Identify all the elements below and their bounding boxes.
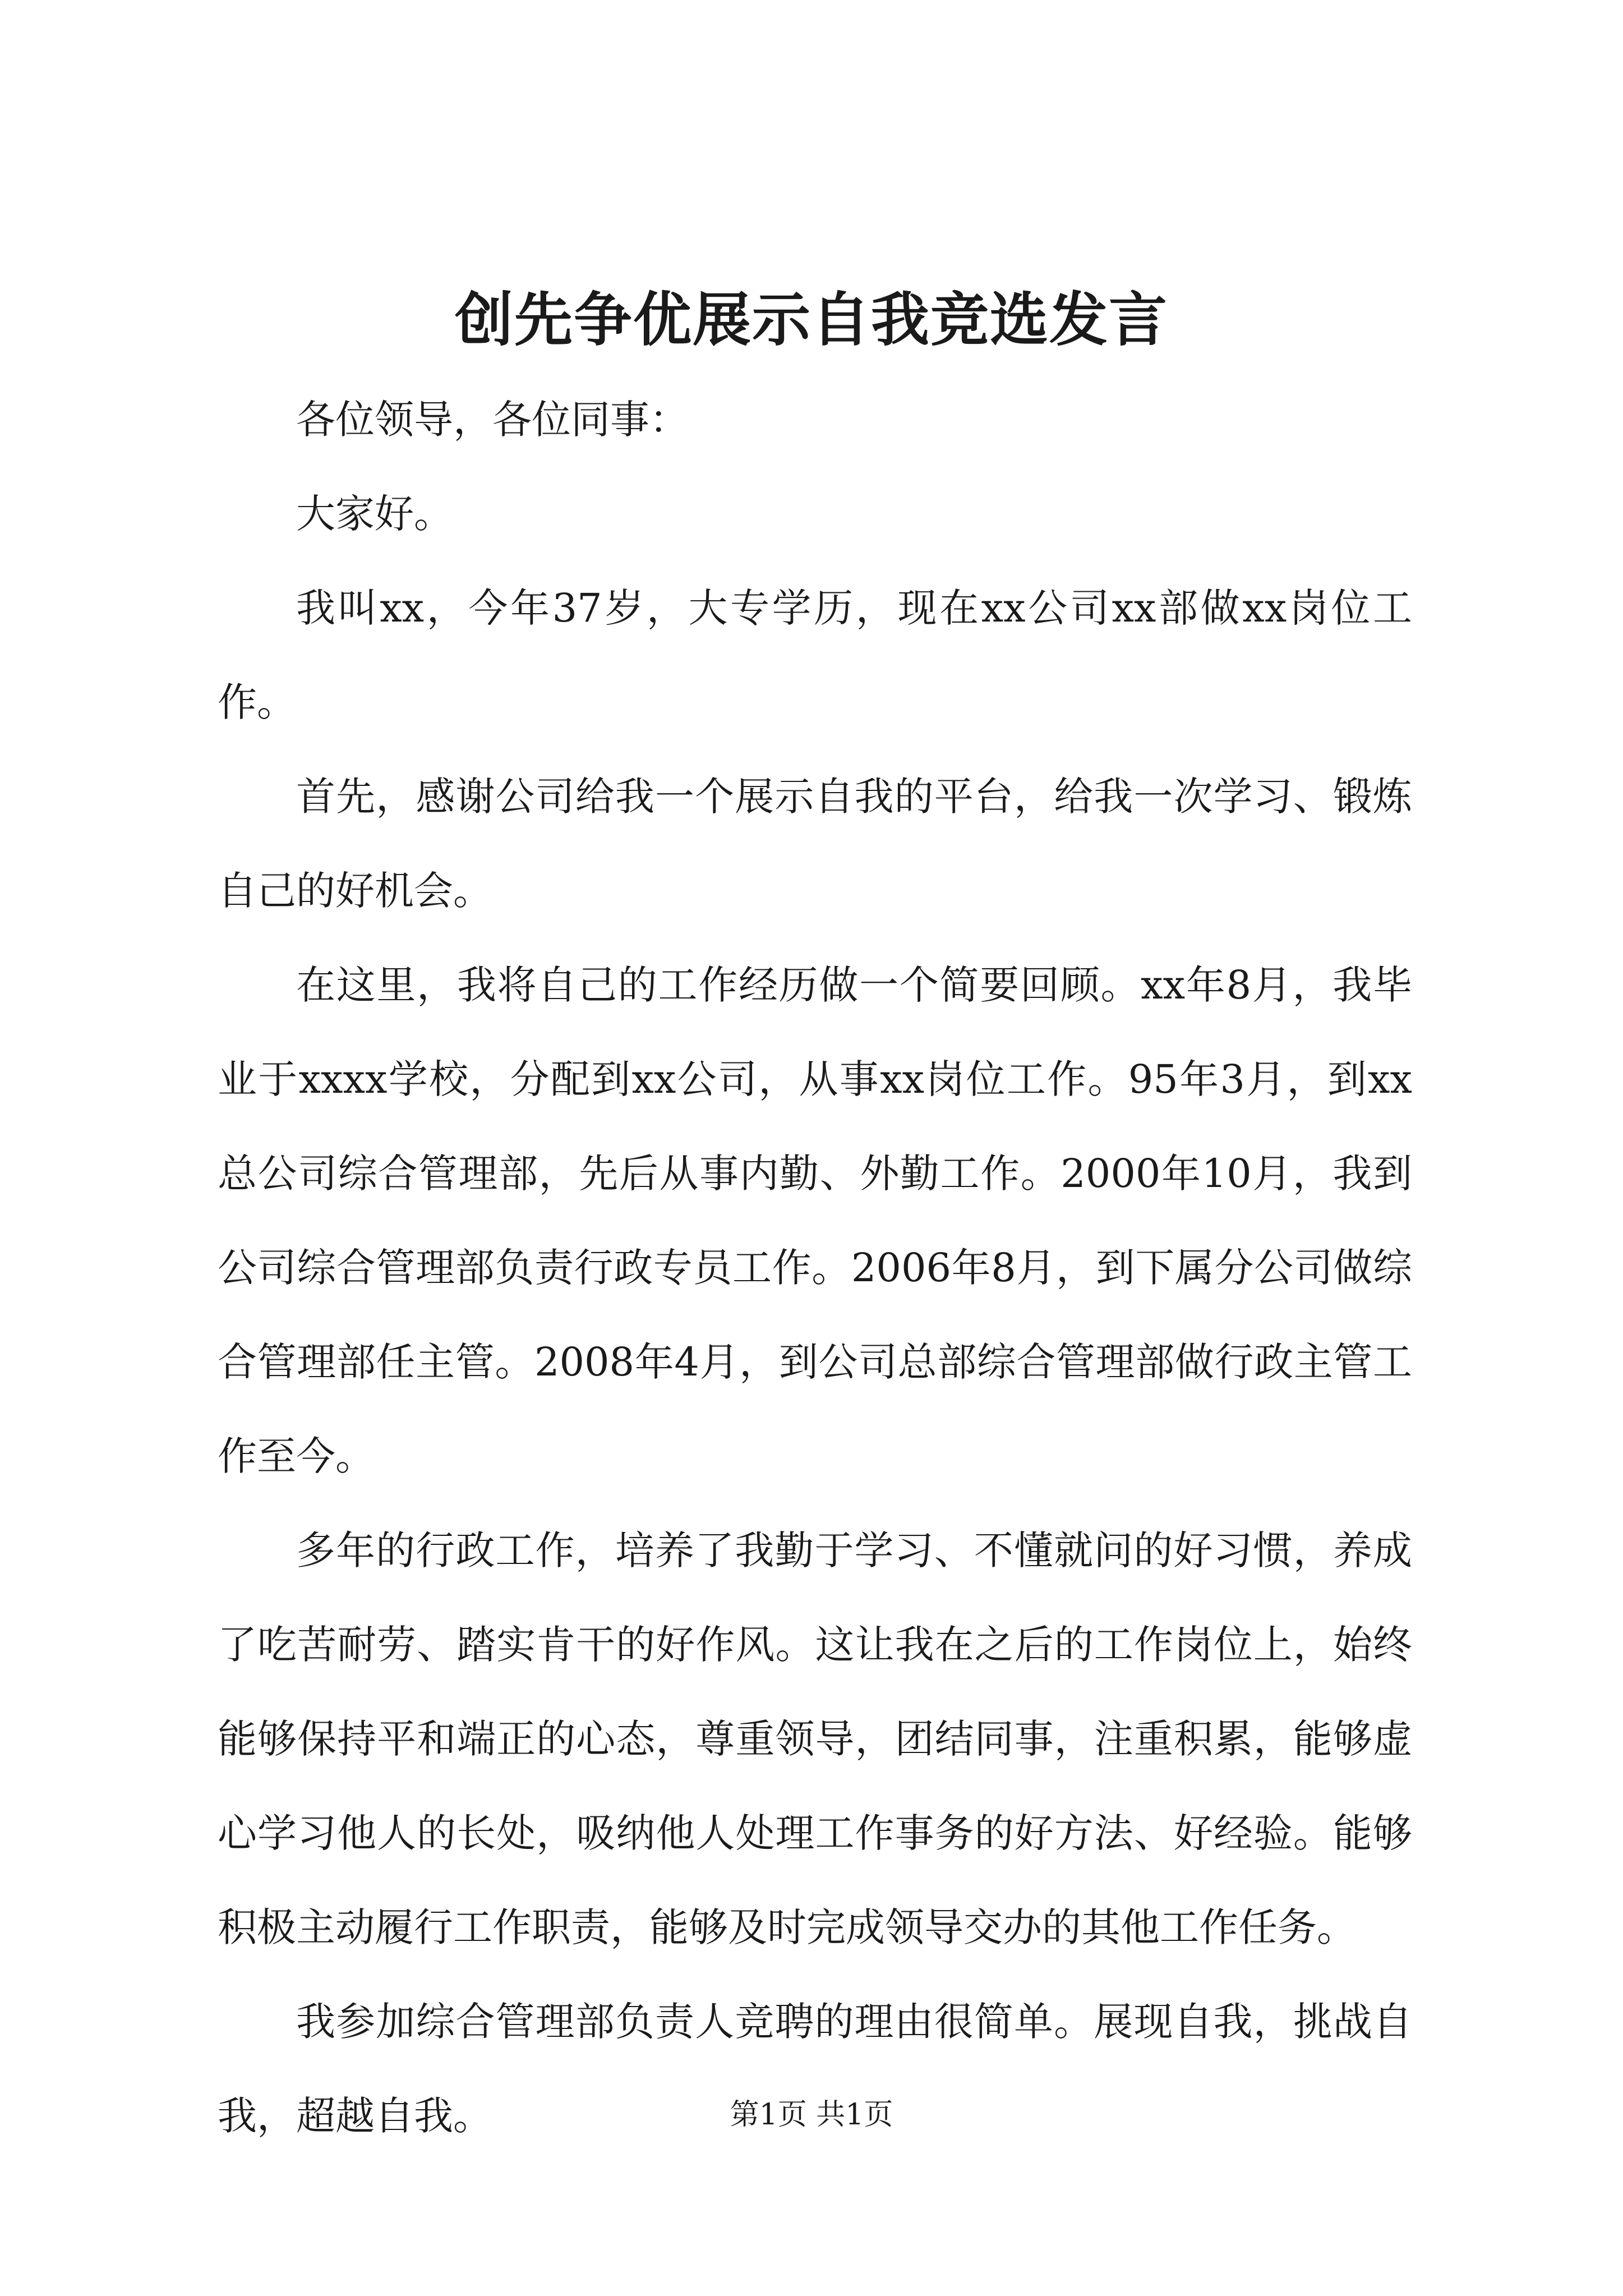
document-body	[218, 372, 1412, 2163]
paragraph-introduction: 我叫xx，今年37岁，大专学历，现在xx公司xx部做xx岗位工作。	[218, 585, 1412, 725]
paragraph-reason: 我参加综合管理部负责人竞聘的理由很简单。展现自我，挑战自我，超越自我。	[218, 1999, 1412, 2139]
paragraph-work-attitude: 多年的行政工作，培养了我勤于学习、不懂就问的好习惯，养成了吃苦耐劳、踏实肯干的好作风。这让我在之后的工作岗位上，始终能够保持平和端正的心态，尊重领导，团结同事，注重积累，能够虚心学习他人的长处，吸纳他人处理工作事务的好方法、好经验。能够积极主动履行工作职责，能够及时完成领导交办的其他工作任务。	[218, 1527, 1412, 1950]
paragraph-thanks: 首先，感谢公司给我一个展示自我的平台，给我一次学习、锻炼自己的好机会。	[218, 774, 1412, 914]
document-title: 创先争优展示自我竞选发言	[454, 285, 1168, 354]
paragraph-salutation: 各位领导，各位同事：	[296, 397, 689, 443]
page-footer: 第1页 共1页	[730, 2098, 893, 2132]
paragraph-greeting: 大家好。	[296, 491, 453, 537]
paragraph-work-history: 在这里，我将自己的工作经历做一个简要回顾。xx年8月，我毕业于xxxx学校，分配到xx公司，从事xx岗位工作。95年3月，到xx总公司综合管理部，先后从事内勤、外勤工作。2000年10月，我到公司综合管理部负责行政专员工作。2006年8月，到下属分公司做综合管理部任主管。2008年4月，到公司总部综合管理部做行政主管工作至今。	[218, 962, 1412, 1479]
